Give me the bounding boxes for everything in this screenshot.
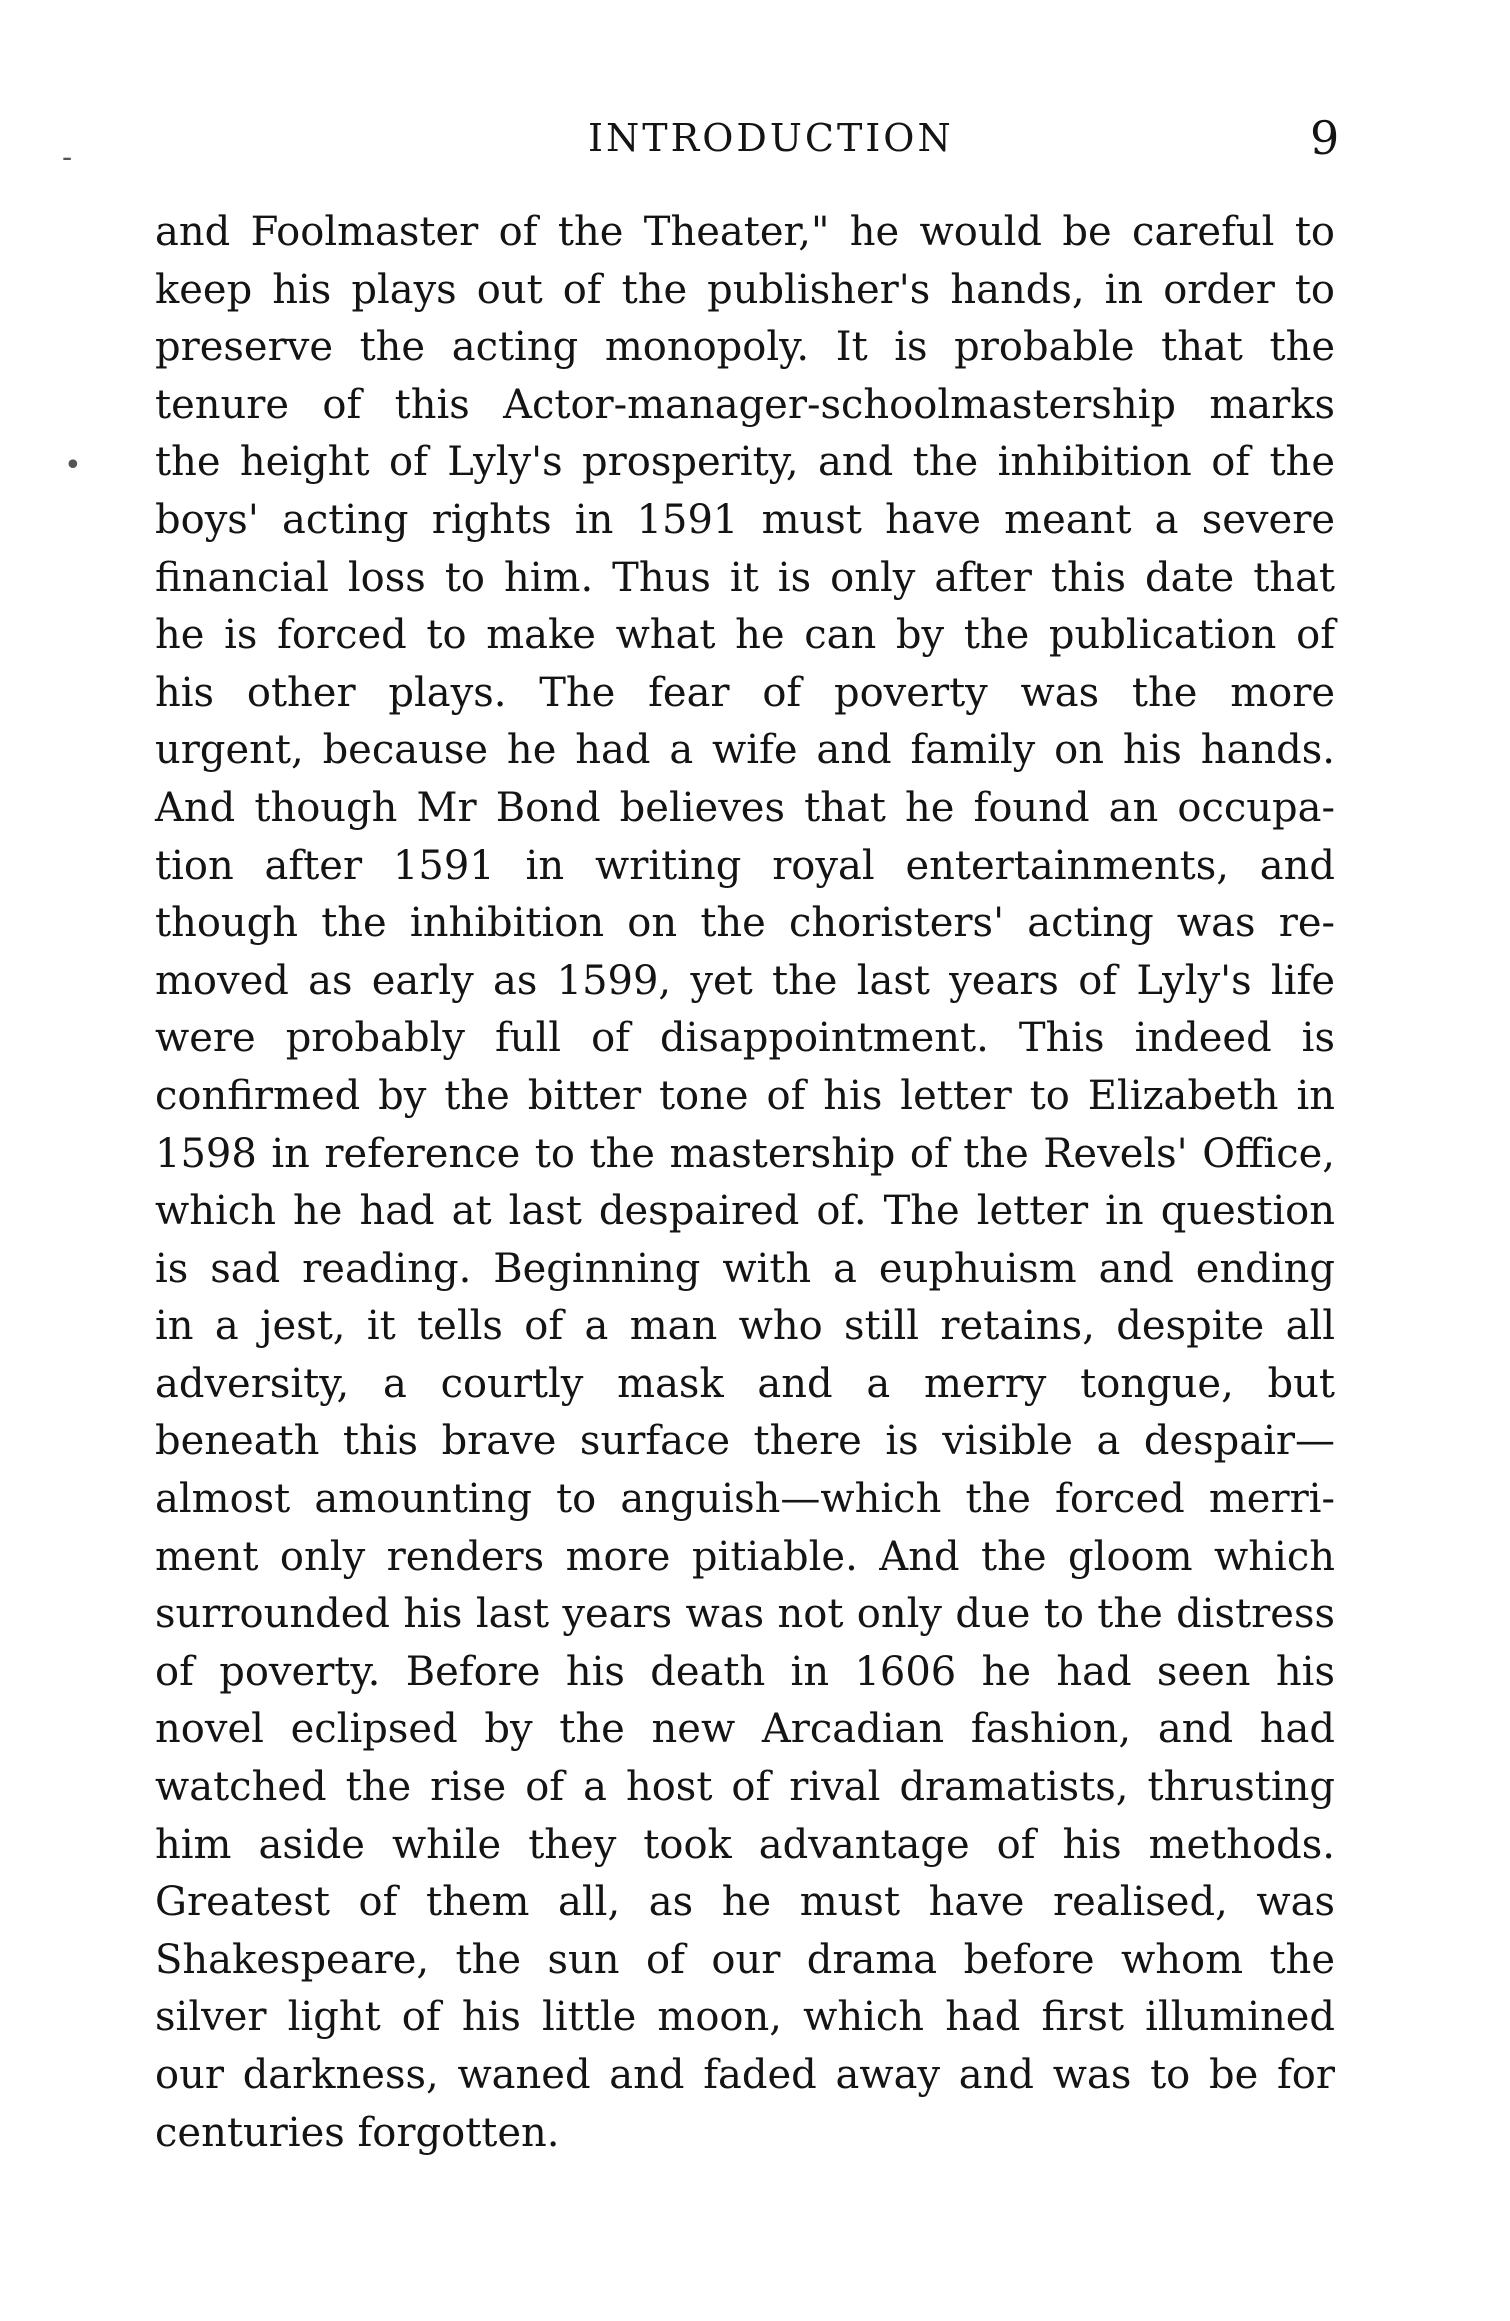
text-line: Greatest of them all, as he must have realised, was bbox=[155, 1879, 1335, 1926]
text-line: him aside while they took advantage of his methods. bbox=[155, 1821, 1335, 1868]
text-line: is sad reading. Beginning with a euphuism and ending bbox=[155, 1245, 1335, 1292]
text-line: moved as early as 1599, yet the last years of Lyly's life bbox=[155, 957, 1335, 1004]
text-line: centuries forgotten. bbox=[155, 2109, 560, 2156]
text-line: his other plays. The fear of poverty was the more bbox=[155, 669, 1335, 716]
text-line: beneath this brave surface there is visible a despair— bbox=[155, 1418, 1335, 1465]
text-line: ment only renders more pitiable. And the gloom which bbox=[155, 1533, 1335, 1580]
text-line: almost amounting to anguish—which the forced merri- bbox=[155, 1476, 1335, 1523]
text-line: surrounded his last years was not only due to the distress bbox=[155, 1591, 1335, 1638]
text-line: which he had at last despaired of. The letter in question bbox=[155, 1188, 1335, 1235]
text-line: tenure of this Actor-manager-schoolmastership marks bbox=[155, 381, 1335, 428]
text-line: and Foolmaster of the Theater," he would be careful to bbox=[155, 209, 1335, 255]
text-line: our darkness, waned and faded away and was to be for bbox=[155, 2052, 1335, 2098]
body-paragraph bbox=[155, 204, 1335, 2162]
page-number: 9 bbox=[1310, 111, 1340, 165]
text-line: boys' acting rights in 1591 must have meant a severe bbox=[155, 496, 1335, 543]
text-line: silver light of his little moon, which had first illumined bbox=[155, 1994, 1335, 2041]
text-line: watched the rise of a host of rival dramatists, thrusting bbox=[155, 1764, 1335, 1811]
text-line: the height of Lyly's prosperity, and the inhibition of the bbox=[155, 439, 1335, 486]
margin-dash-mark: - bbox=[62, 140, 73, 175]
text-line: Shakespeare, the sun of our drama before whom the bbox=[155, 1936, 1335, 1983]
text-line: he is forced to make what he can by the publication of bbox=[155, 612, 1335, 659]
page-header bbox=[0, 108, 1510, 168]
text-line: 1598 in reference to the mastership of the Revels' Office, bbox=[155, 1130, 1335, 1177]
text-line: confirmed by the bitter tone of his letter to Elizabeth in bbox=[155, 1072, 1335, 1119]
text-line: tion after 1591 in writing royal entertainments, and bbox=[155, 842, 1335, 889]
text-line: adversity, a courtly mask and a merry tongue, but bbox=[155, 1360, 1335, 1407]
text-line: in a jest, it tells of a man who still retains, despite all bbox=[155, 1303, 1335, 1350]
text-line: And though Mr Bond believes that he found an occupa- bbox=[155, 784, 1335, 831]
text-line: though the inhibition on the choristers' acting was re- bbox=[155, 900, 1335, 947]
text-line: novel eclipsed by the new Arcadian fashion, and had bbox=[155, 1706, 1335, 1753]
margin-dot-mark: • bbox=[64, 448, 82, 483]
text-line: financial loss to him. Thus it is only after this date that bbox=[155, 554, 1335, 601]
text-line: of poverty. Before his death in 1606 he had seen his bbox=[155, 1648, 1335, 1695]
text-line: keep his plays out of the publisher's hands, in order to bbox=[155, 266, 1335, 313]
text-line: were probably full of disappointment. This indeed is bbox=[155, 1015, 1335, 1062]
text-line: urgent, because he had a wife and family on his hands. bbox=[155, 727, 1335, 774]
running-head: INTRODUCTION bbox=[588, 116, 954, 160]
text-line: preserve the acting monopoly. It is probable that the bbox=[155, 324, 1335, 371]
